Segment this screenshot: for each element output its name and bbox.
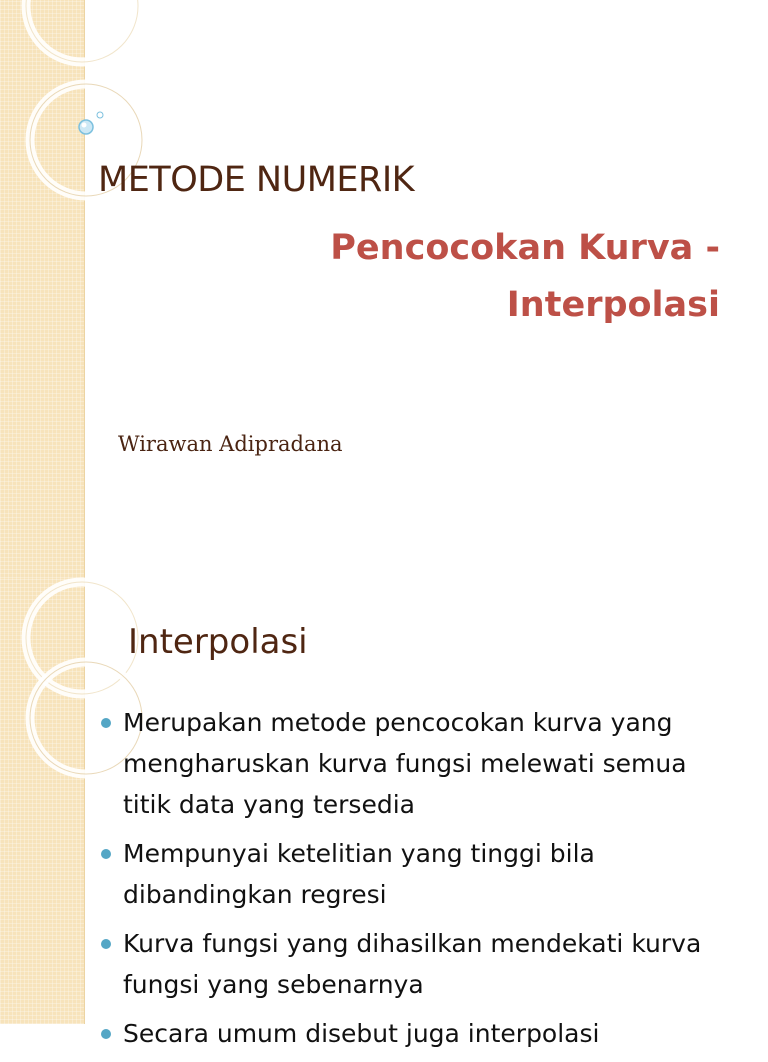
slide-content [0,578,768,1048]
bullet-dot-icon [101,718,111,728]
bullet-list [100,702,740,1062]
bullet-item [100,923,740,1005]
subtitle-line: Interpolasi [506,285,720,325]
bullet-text: Merupakan metode pencocokan kurva yang mengharuskan kurva fungsi melewati semua titik data yang tersedia [123,708,687,819]
bullet-dot-icon [101,939,111,949]
presentation-title: METODE NUMERIK [98,160,415,200]
bullet-text: Mempunyai ketelitian yang tinggi bila dibandingkan regresi [123,839,595,909]
bullet-item [100,1013,740,1054]
bullet-item [100,833,740,915]
bullet-dot-icon [101,849,111,859]
presentation-subtitle [330,220,720,334]
author-name: Wirawan Adipradana [118,432,343,456]
slide-heading: Interpolasi [128,622,308,662]
bullet-text: Secara umum disebut juga interpolasi [123,1019,600,1048]
bullet-text: Kurva fungsi yang dihasilkan mendekati kurva fungsi yang sebenarnya [123,929,702,999]
decorative-rings-icon [0,0,130,240]
bullet-item [100,702,740,825]
subtitle-line: Pencocokan Kurva - [330,228,720,268]
bullet-dot-icon [101,1029,111,1039]
